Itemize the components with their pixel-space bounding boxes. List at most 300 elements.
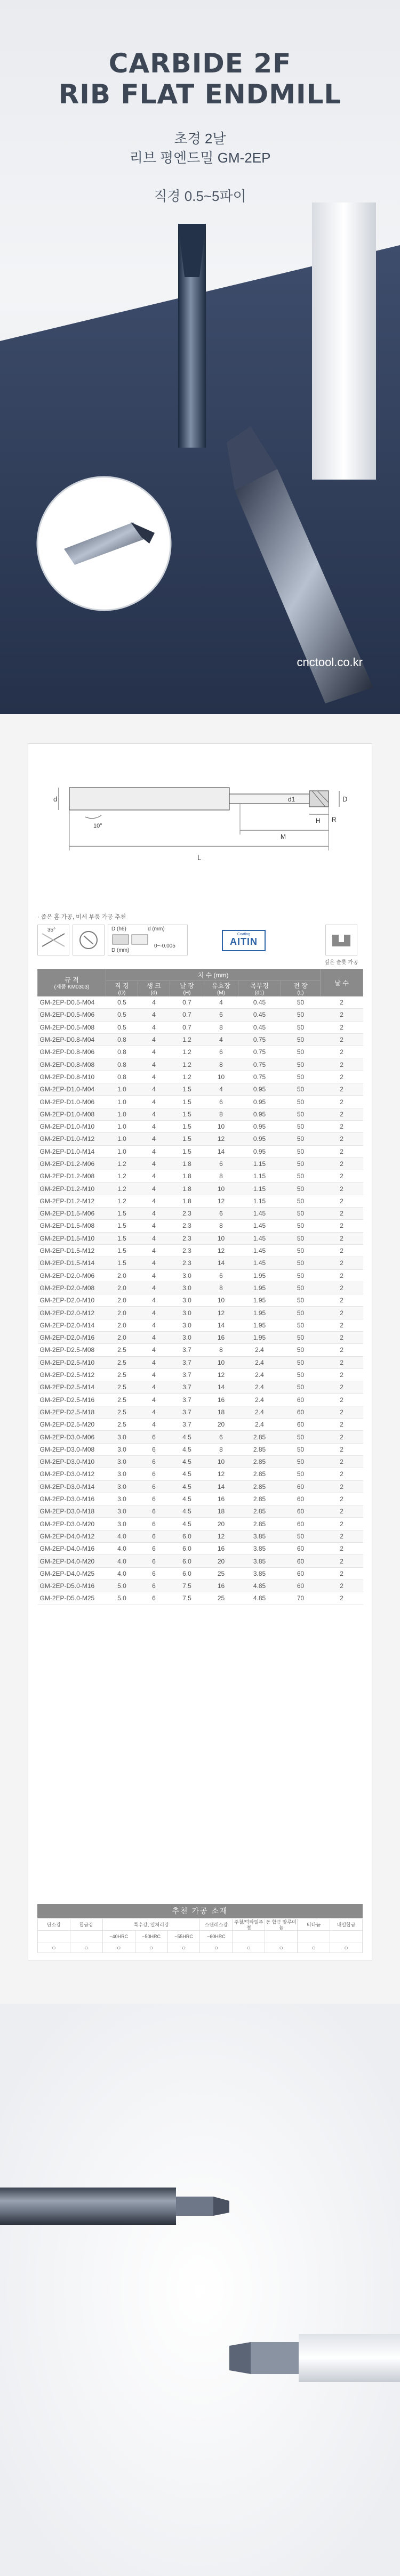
table-cell: 2 [321, 1145, 363, 1157]
table-row [38, 1555, 363, 1567]
table-cell: 50 [281, 1033, 321, 1046]
table-cell: 6 [138, 1530, 170, 1542]
table-cell: 20 [204, 1555, 238, 1567]
table-cell: 2 [321, 1431, 363, 1443]
table-cell: 1.15 [238, 1182, 281, 1195]
table-cell: 6 [138, 1493, 170, 1505]
table-cell: 50 [281, 1356, 321, 1368]
table-cell: 1.0 [106, 1108, 138, 1120]
table-cell: 3.0 [170, 1307, 204, 1319]
table-row [38, 1244, 363, 1257]
table-cell: 1.8 [170, 1170, 204, 1182]
table-cell: 1.5 [106, 1232, 138, 1244]
table-cell: 4.5 [170, 1493, 204, 1505]
table-cell: 2.5 [106, 1406, 138, 1418]
hardness-0 [38, 1931, 70, 1942]
table-cell: 4 [138, 1182, 170, 1195]
table-cell: 4 [138, 1282, 170, 1294]
table-cell: 50 [281, 1319, 321, 1331]
table-cell: 4.85 [238, 1592, 281, 1605]
table-cell: 4 [138, 1257, 170, 1269]
table-cell: 2.85 [238, 1493, 281, 1505]
table-cell: 2 [321, 1257, 363, 1269]
table-cell: 6 [204, 1208, 238, 1220]
table-cell: 2.4 [238, 1356, 281, 1368]
table-cell: 0.95 [238, 1108, 281, 1120]
table-cell: 4 [138, 997, 170, 1009]
table-cell: 14 [204, 1257, 238, 1269]
table-cell: 8 [204, 1344, 238, 1356]
col-model: 규 격 (제품 KM0303) [38, 969, 106, 997]
table-cell: 10 [204, 1455, 238, 1468]
table-cell: GM-2EP-D0.5-M08 [38, 1021, 106, 1033]
label-d: d [53, 795, 58, 803]
mark-6: ○ [233, 1942, 265, 1953]
table-row [38, 1406, 363, 1418]
table-cell: 6.0 [170, 1567, 204, 1579]
table-cell: 50 [281, 1443, 321, 1455]
table-cell: 2.0 [106, 1307, 138, 1319]
table-cell: 2 [321, 1294, 363, 1307]
table-cell: 1.45 [238, 1208, 281, 1220]
table-row [38, 1282, 363, 1294]
table-cell: GM-2EP-D1.0-M10 [38, 1120, 106, 1132]
tolerance-icon [108, 925, 188, 955]
table-cell: 2 [321, 1493, 363, 1505]
table-cell: 2.0 [106, 1282, 138, 1294]
table-cell: 6 [138, 1543, 170, 1555]
tolerance-value: 0~-0.005 [154, 943, 175, 949]
col-group-dimensions: 치 수 (mm) [106, 969, 321, 981]
table-cell: GM-2EP-D4.0-M20 [38, 1555, 106, 1567]
helix-angle-value: 35° [47, 927, 56, 933]
col-shank: 생 크 (d) [138, 981, 170, 997]
table-cell: 2 [321, 1021, 363, 1033]
table-cell: 8 [204, 1282, 238, 1294]
hardness-40: ~40HRC [102, 1931, 135, 1942]
table-cell: GM-2EP-D0.8-M06 [38, 1046, 106, 1058]
table-cell: 2.4 [238, 1394, 281, 1406]
table-cell: GM-2EP-D5.0-M16 [38, 1579, 106, 1592]
table-cell: 4 [138, 1232, 170, 1244]
table-cell: 4.5 [170, 1480, 204, 1493]
table-cell: 1.45 [238, 1232, 281, 1244]
table-cell: 1.5 [106, 1220, 138, 1232]
table-cell: GM-2EP-D2.5-M14 [38, 1381, 106, 1394]
table-cell: 2.4 [238, 1406, 281, 1418]
hardness-9 [330, 1931, 363, 1942]
table-cell: 3.0 [106, 1468, 138, 1480]
table-row [38, 1170, 363, 1182]
table-cell: GM-2EP-D3.0-M16 [38, 1493, 106, 1505]
table-cell: 4 [138, 1195, 170, 1207]
table-cell: 0.8 [106, 1033, 138, 1046]
spec-table [37, 969, 363, 1605]
col-neck-diameter: 목부경 (d1) [238, 981, 281, 997]
table-cell: 4 [138, 1108, 170, 1120]
table-cell: 2.4 [238, 1368, 281, 1381]
table-cell: 2.85 [238, 1443, 281, 1455]
table-row [38, 1381, 363, 1394]
table-cell: 60 [281, 1567, 321, 1579]
table-cell: 4 [138, 1332, 170, 1344]
table-row [38, 1182, 363, 1195]
table-cell: 4 [138, 1319, 170, 1331]
table-cell: 50 [281, 1157, 321, 1170]
table-cell: GM-2EP-D2.5-M12 [38, 1368, 106, 1381]
table-cell: 20 [204, 1518, 238, 1530]
table-cell: 3.0 [170, 1282, 204, 1294]
table-row [38, 1083, 363, 1096]
table-cell: GM-2EP-D1.5-M12 [38, 1244, 106, 1257]
table-cell: 2.5 [106, 1419, 138, 1431]
table-cell: 5.0 [106, 1592, 138, 1605]
table-cell: 50 [281, 1182, 321, 1195]
table-cell: 14 [204, 1381, 238, 1394]
table-cell: 3.7 [170, 1356, 204, 1368]
table-row [38, 1579, 363, 1592]
table-cell: 1.95 [238, 1294, 281, 1307]
table-cell: 50 [281, 1269, 321, 1282]
table-row [38, 1257, 363, 1269]
table-cell: 6 [138, 1480, 170, 1493]
table-cell: 0.7 [170, 997, 204, 1009]
table-cell: 2.0 [106, 1319, 138, 1331]
table-cell: GM-2EP-D2.0-M08 [38, 1282, 106, 1294]
table-cell: GM-2EP-D2.5-M18 [38, 1406, 106, 1418]
table-cell: 2 [321, 1033, 363, 1046]
recommend-table [37, 1918, 363, 1953]
table-cell: 2.5 [106, 1344, 138, 1356]
table-cell: 50 [281, 1232, 321, 1244]
table-cell: 0.5 [106, 1009, 138, 1021]
table-cell: 1.5 [170, 1120, 204, 1132]
table-cell: 6 [138, 1468, 170, 1480]
table-cell: 4 [138, 1269, 170, 1282]
table-cell: 4.0 [106, 1530, 138, 1542]
table-cell: 2 [321, 1232, 363, 1244]
table-cell: 3.0 [106, 1505, 138, 1518]
table-cell: 14 [204, 1145, 238, 1157]
flute-icon [73, 925, 105, 955]
table-cell: 60 [281, 1543, 321, 1555]
table-cell: 0.95 [238, 1133, 281, 1145]
table-cell: 0.75 [238, 1071, 281, 1083]
table-row [38, 1157, 363, 1170]
table-cell: 2.85 [238, 1518, 281, 1530]
table-row [38, 1294, 363, 1307]
table-cell: 3.85 [238, 1555, 281, 1567]
material-copper-aluminum: 동 합금 알루미늄 [266, 1919, 297, 1930]
table-cell: 1.5 [170, 1108, 204, 1120]
table-cell: GM-2EP-D1.0-M14 [38, 1145, 106, 1157]
table-cell: 2.0 [106, 1294, 138, 1307]
coating-badge [222, 930, 266, 951]
table-cell: GM-2EP-D2.0-M14 [38, 1319, 106, 1331]
table-cell: GM-2EP-D1.5-M08 [38, 1220, 106, 1232]
table-row [38, 1368, 363, 1381]
table-row [38, 1071, 363, 1083]
hardness-6 [233, 1931, 265, 1942]
table-cell: 0.75 [238, 1033, 281, 1046]
table-cell: 16 [204, 1394, 238, 1406]
table-cell: 50 [281, 1083, 321, 1096]
table-cell: 4 [138, 1120, 170, 1132]
mark-1: ○ [70, 1942, 102, 1953]
table-cell: 1.15 [238, 1157, 281, 1170]
table-row [38, 1232, 363, 1244]
table-row [38, 1493, 363, 1505]
table-cell: 3.7 [170, 1344, 204, 1356]
title-line-1: CARBIDE 2F [108, 48, 292, 79]
table-cell: 12 [204, 1530, 238, 1542]
table-cell: 50 [281, 1332, 321, 1344]
table-cell: GM-2EP-D2.5-M20 [38, 1419, 106, 1431]
title-line-2: RIB FLAT ENDMILL [58, 79, 342, 110]
table-cell: 4 [138, 1133, 170, 1145]
table-cell: 2.0 [106, 1269, 138, 1282]
table-cell: 4 [138, 1096, 170, 1108]
table-cell: 4 [138, 1145, 170, 1157]
table-cell: GM-2EP-D3.0-M10 [38, 1455, 106, 1468]
table-cell: 4 [204, 1033, 238, 1046]
table-cell: 2.85 [238, 1431, 281, 1443]
table-cell: 50 [281, 1058, 321, 1071]
product-title [0, 48, 400, 110]
col-overall-length: 전 장 (L) [281, 981, 321, 997]
table-cell: 2 [321, 1579, 363, 1592]
table-cell: GM-2EP-D1.2-M08 [38, 1170, 106, 1182]
table-cell: 12 [204, 1195, 238, 1207]
table-cell: 1.0 [106, 1145, 138, 1157]
diameter-range: 직경 0.5~5파이 [154, 188, 246, 204]
table-row [38, 1567, 363, 1579]
table-cell: 3.7 [170, 1394, 204, 1406]
table-cell: 4 [204, 997, 238, 1009]
table-cell: 10 [204, 1120, 238, 1132]
table-cell: 7.5 [170, 1592, 204, 1605]
table-cell: 2 [321, 1208, 363, 1220]
table-cell: 3.0 [106, 1455, 138, 1468]
table-cell: 3.0 [170, 1294, 204, 1307]
table-cell: 6 [138, 1592, 170, 1605]
table-cell: 0.45 [238, 1009, 281, 1021]
table-cell: 3.0 [106, 1431, 138, 1443]
table-cell: 8 [204, 1058, 238, 1071]
table-cell: 4 [138, 1083, 170, 1096]
table-cell: 6.0 [170, 1530, 204, 1542]
table-row [38, 1480, 363, 1493]
table-cell: 4 [138, 1406, 170, 1418]
table-cell: 3.0 [170, 1319, 204, 1331]
table-row [38, 1058, 363, 1071]
tolerance-label: D (h6) [111, 926, 126, 932]
mark-2: ○ [102, 1942, 135, 1953]
table-cell: GM-2EP-D5.0-M25 [38, 1592, 106, 1605]
table-cell: 12 [204, 1244, 238, 1257]
table-row [38, 1021, 363, 1033]
table-cell: 0.8 [106, 1046, 138, 1058]
table-cell: 50 [281, 1195, 321, 1207]
table-cell: 4.85 [238, 1579, 281, 1592]
table-cell: 50 [281, 1282, 321, 1294]
table-cell: 2.5 [106, 1381, 138, 1394]
table-row [38, 1332, 363, 1344]
table-cell: 2 [321, 1195, 363, 1207]
table-cell: 1.8 [170, 1195, 204, 1207]
table-cell: 4.5 [170, 1443, 204, 1455]
table-row [38, 1394, 363, 1406]
table-cell: 12 [204, 1368, 238, 1381]
table-row [38, 1009, 363, 1021]
table-cell: 4 [138, 1419, 170, 1431]
table-cell: 4.5 [170, 1468, 204, 1480]
material-heat-resistant: 내열합금 [330, 1919, 363, 1931]
mark-7: ○ [265, 1942, 298, 1953]
table-cell: 2.5 [106, 1356, 138, 1368]
table-cell: 3.7 [170, 1368, 204, 1381]
table-cell: 2 [321, 1096, 363, 1108]
table-row [38, 1046, 363, 1058]
table-cell: GM-2EP-D4.0-M12 [38, 1530, 106, 1542]
table-cell: 1.5 [170, 1096, 204, 1108]
table-cell: 1.15 [238, 1170, 281, 1182]
table-cell: GM-2EP-D1.0-M06 [38, 1096, 106, 1108]
label-R: R [332, 816, 337, 823]
photo-tool-2 [299, 2334, 400, 2382]
table-cell: 6 [138, 1555, 170, 1567]
table-cell: 0.45 [238, 1021, 281, 1033]
material-carbon-steel: 탄소강 [38, 1919, 70, 1931]
table-cell: 8 [204, 1170, 238, 1182]
table-cell: 6 [138, 1567, 170, 1579]
table-cell: 0.75 [238, 1046, 281, 1058]
table-cell: 1.15 [238, 1195, 281, 1207]
table-cell: 1.8 [170, 1157, 204, 1170]
table-cell: 2 [321, 1543, 363, 1555]
table-cell: 2.3 [170, 1232, 204, 1244]
table-row [38, 1543, 363, 1555]
hero-banner [0, 0, 400, 714]
table-cell: 6.0 [170, 1543, 204, 1555]
table-cell: 6 [204, 1096, 238, 1108]
table-cell: 4.5 [170, 1505, 204, 1518]
table-cell: 8 [204, 1220, 238, 1232]
label-L: L [197, 854, 202, 862]
coating-name: AITIN [230, 936, 258, 947]
table-cell: 2 [321, 1356, 363, 1368]
table-row [38, 1208, 363, 1220]
table-cell: 14 [204, 1480, 238, 1493]
table-row [38, 1443, 363, 1455]
table-cell: 4.5 [170, 1431, 204, 1443]
table-cell: GM-2EP-D0.8-M08 [38, 1058, 106, 1071]
table-cell: 2 [321, 1071, 363, 1083]
table-cell: 50 [281, 1257, 321, 1269]
table-cell: 2 [321, 1157, 363, 1170]
table-cell: 2.5 [106, 1368, 138, 1381]
table-cell: 1.45 [238, 1257, 281, 1269]
table-cell: 2.3 [170, 1220, 204, 1232]
table-cell: 20 [204, 1419, 238, 1431]
helix-angle-icon [37, 925, 69, 955]
table-cell: GM-2EP-D1.0-M04 [38, 1083, 106, 1096]
table-cell: 2.3 [170, 1208, 204, 1220]
table-cell: 25 [204, 1592, 238, 1605]
table-cell: 0.95 [238, 1145, 281, 1157]
table-cell: 18 [204, 1406, 238, 1418]
tool-drawing [37, 756, 363, 908]
table-row [38, 1468, 363, 1480]
table-cell: 18 [204, 1505, 238, 1518]
table-cell: 50 [281, 1455, 321, 1468]
table-cell: 4 [138, 1058, 170, 1071]
table-cell: 1.5 [170, 1083, 204, 1096]
label-D: D [342, 795, 348, 803]
table-row [38, 1096, 363, 1108]
table-cell: 4.0 [106, 1555, 138, 1567]
table-cell: 6 [138, 1505, 170, 1518]
table-cell: 6 [204, 1009, 238, 1021]
table-cell: 4 [138, 1071, 170, 1083]
table-cell: 6 [204, 1269, 238, 1282]
table-cell: GM-2EP-D2.0-M06 [38, 1269, 106, 1282]
recommend-title: 추천 가공 소재 [37, 1904, 363, 1918]
table-cell: 50 [281, 997, 321, 1009]
table-cell: 1.2 [170, 1071, 204, 1083]
table-cell: 4 [138, 1021, 170, 1033]
table-cell: GM-2EP-D3.0-M06 [38, 1431, 106, 1443]
table-row [38, 1195, 363, 1207]
table-cell: 4 [138, 1009, 170, 1021]
mark-4: ○ [167, 1942, 200, 1953]
table-cell: 50 [281, 1096, 321, 1108]
label-H: H [316, 817, 321, 824]
table-cell: 2.3 [170, 1244, 204, 1257]
table-cell: 4 [138, 1244, 170, 1257]
col-flutes: 날 수 [321, 969, 363, 997]
table-cell: 1.2 [106, 1182, 138, 1195]
table-cell: 4 [138, 1157, 170, 1170]
table-cell: 12 [204, 1133, 238, 1145]
table-cell: 4 [138, 1220, 170, 1232]
table-cell: 3.85 [238, 1530, 281, 1542]
table-cell: 50 [281, 1307, 321, 1319]
usage-note: · 좁은 홈 가공, 미세 부품 가공 추천 [37, 914, 126, 920]
table-cell: 70 [281, 1592, 321, 1605]
table-cell: 3.7 [170, 1406, 204, 1418]
table-cell: GM-2EP-D1.5-M14 [38, 1257, 106, 1269]
table-cell: GM-2EP-D3.0-M18 [38, 1505, 106, 1518]
table-cell: 16 [204, 1579, 238, 1592]
table-cell: 60 [281, 1480, 321, 1493]
table-cell: GM-2EP-D1.5-M10 [38, 1232, 106, 1244]
table-cell: 4 [138, 1381, 170, 1394]
table-cell: 6 [138, 1518, 170, 1530]
table-cell: 50 [281, 1244, 321, 1257]
website-link[interactable]: cnctool.co.kr [297, 655, 363, 669]
table-cell: 2 [321, 1419, 363, 1431]
table-cell: 50 [281, 1145, 321, 1157]
table-cell: GM-2EP-D3.0-M08 [38, 1443, 106, 1455]
mark-8: ○ [298, 1942, 330, 1953]
table-cell: 2 [321, 1394, 363, 1406]
subtitle-line-2: 리브 평엔드밀 GM-2EP [129, 150, 271, 166]
hardness-55: ~55HRC [167, 1931, 200, 1942]
table-cell: 2 [321, 997, 363, 1009]
deep-slot-label: 깊은 슬롯 가공 [324, 960, 358, 966]
table-cell: 1.2 [106, 1195, 138, 1207]
